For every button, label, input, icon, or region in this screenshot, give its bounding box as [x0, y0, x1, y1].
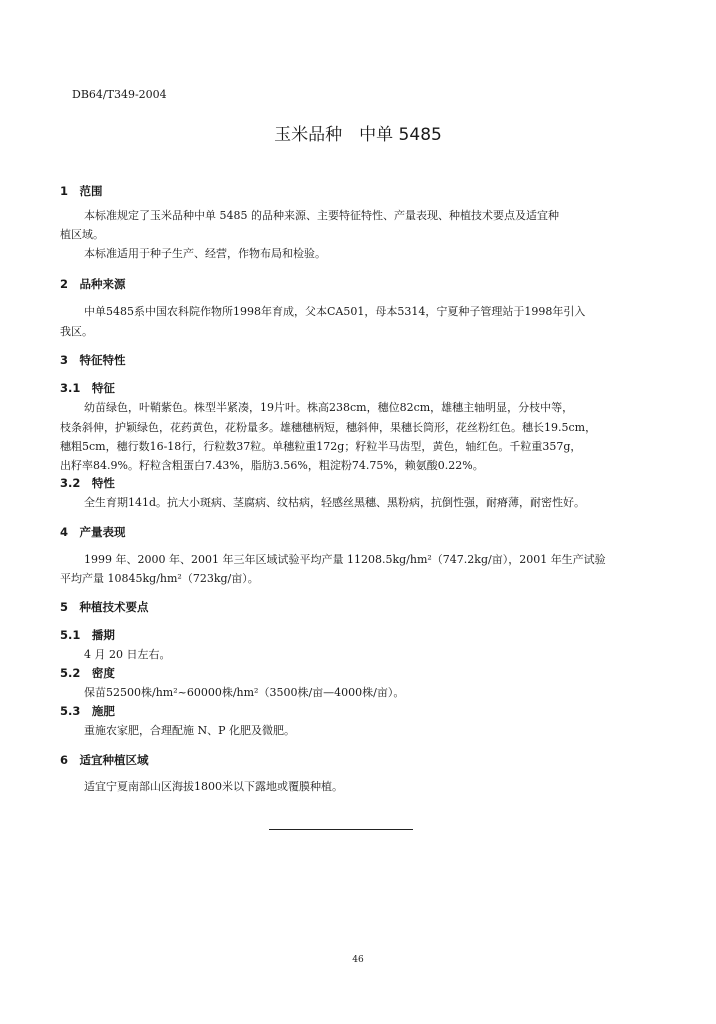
- section-3-1-line-1: 幼苗绿色，叶鞘紫色。株型半紧凑，19片叶。株高238cm，穗位82cm，雄穗主轴明显，分枝中等，: [84, 401, 574, 414]
- section-6-line-1: 适宜宁夏南部山区海拔1800米以下露地或覆膜种植。: [84, 780, 343, 793]
- section-5-3-line-1: 重施农家肥，合理配施 N、P 化肥及微肥。: [84, 724, 296, 737]
- section-3-1-line-3: 穗粗5cm，穗行数16-18行，行粒数37粒。单穗粒重172g；籽粒半马齿型，黄色，轴红色。千粒重357g，: [60, 440, 582, 453]
- document-title: 玉米品种 中单 5485: [274, 125, 442, 145]
- section-4-heading: 4 产量表现: [60, 525, 126, 539]
- section-5-1-line-1: 4 月 20 日左右。: [84, 648, 171, 661]
- section-6-heading: 6 适宜种植区域: [60, 753, 149, 767]
- standard-code: DB64/T349-2004: [72, 88, 167, 101]
- end-rule: [269, 829, 413, 830]
- section-5-2-line-1: 保苗52500株/hm²~60000株/hm²（3500株/亩—4000株/亩）。: [84, 686, 405, 699]
- section-5-3-heading: 5.3 施肥: [60, 704, 115, 718]
- section-2-heading: 2 品种来源: [60, 277, 126, 291]
- section-1-paragraph-1-line-1: 本标准规定了玉米品种中单 5485 的品种来源、主要特征特性、产量表现、种植技术要点及适宜种: [84, 209, 559, 222]
- section-5-heading: 5 种植技术要点: [60, 600, 149, 614]
- section-1-paragraph-1-line-2: 植区域。: [60, 228, 104, 241]
- section-3-heading: 3 特征特性: [60, 353, 126, 367]
- page-number: 46: [352, 955, 364, 965]
- section-5-2-heading: 5.2 密度: [60, 666, 115, 680]
- section-5-1-heading: 5.1 播期: [60, 628, 115, 642]
- section-3-1-line-2: 枝条斜伸，护颖绿色，花药黄色，花粉量多。雄穗穗柄短，穗斜伸，果穗长筒形，花丝粉红色。穗长19.5cm，: [60, 421, 597, 434]
- section-4-line-1: 1999 年、2000 年、2001 年三年区域试验平均产量 11208.5kg/hm²（747.2kg/亩），2001 年生产试验: [84, 553, 606, 566]
- section-1-heading: 1 范围: [60, 184, 103, 198]
- section-3-2-line-1: 全生育期141d。抗大小斑病、茎腐病、纹枯病，轻感丝黑穗、黑粉病，抗倒性强，耐瘠薄，耐密性好。: [84, 496, 586, 509]
- section-2-line-1: 中单5485系中国农科院作物所1998年育成，父本CA501，母本5314，宁夏种子管理站于1998年引入: [84, 305, 586, 318]
- section-2-line-2: 我区。: [60, 325, 93, 338]
- section-3-1-heading: 3.1 特征: [60, 381, 115, 395]
- section-3-1-line-4: 出籽率84.9%。籽粒含粗蛋白7.43%，脂肪3.56%，粗淀粉74.75%，赖氨酸0.22%。: [60, 459, 484, 472]
- section-4-line-2: 平均产量 10845kg/hm²（723kg/亩）。: [60, 572, 259, 585]
- section-1-paragraph-2: 本标准适用于种子生产、经营，作物布局和检验。: [84, 247, 326, 260]
- section-3-2-heading: 3.2 特性: [60, 476, 115, 490]
